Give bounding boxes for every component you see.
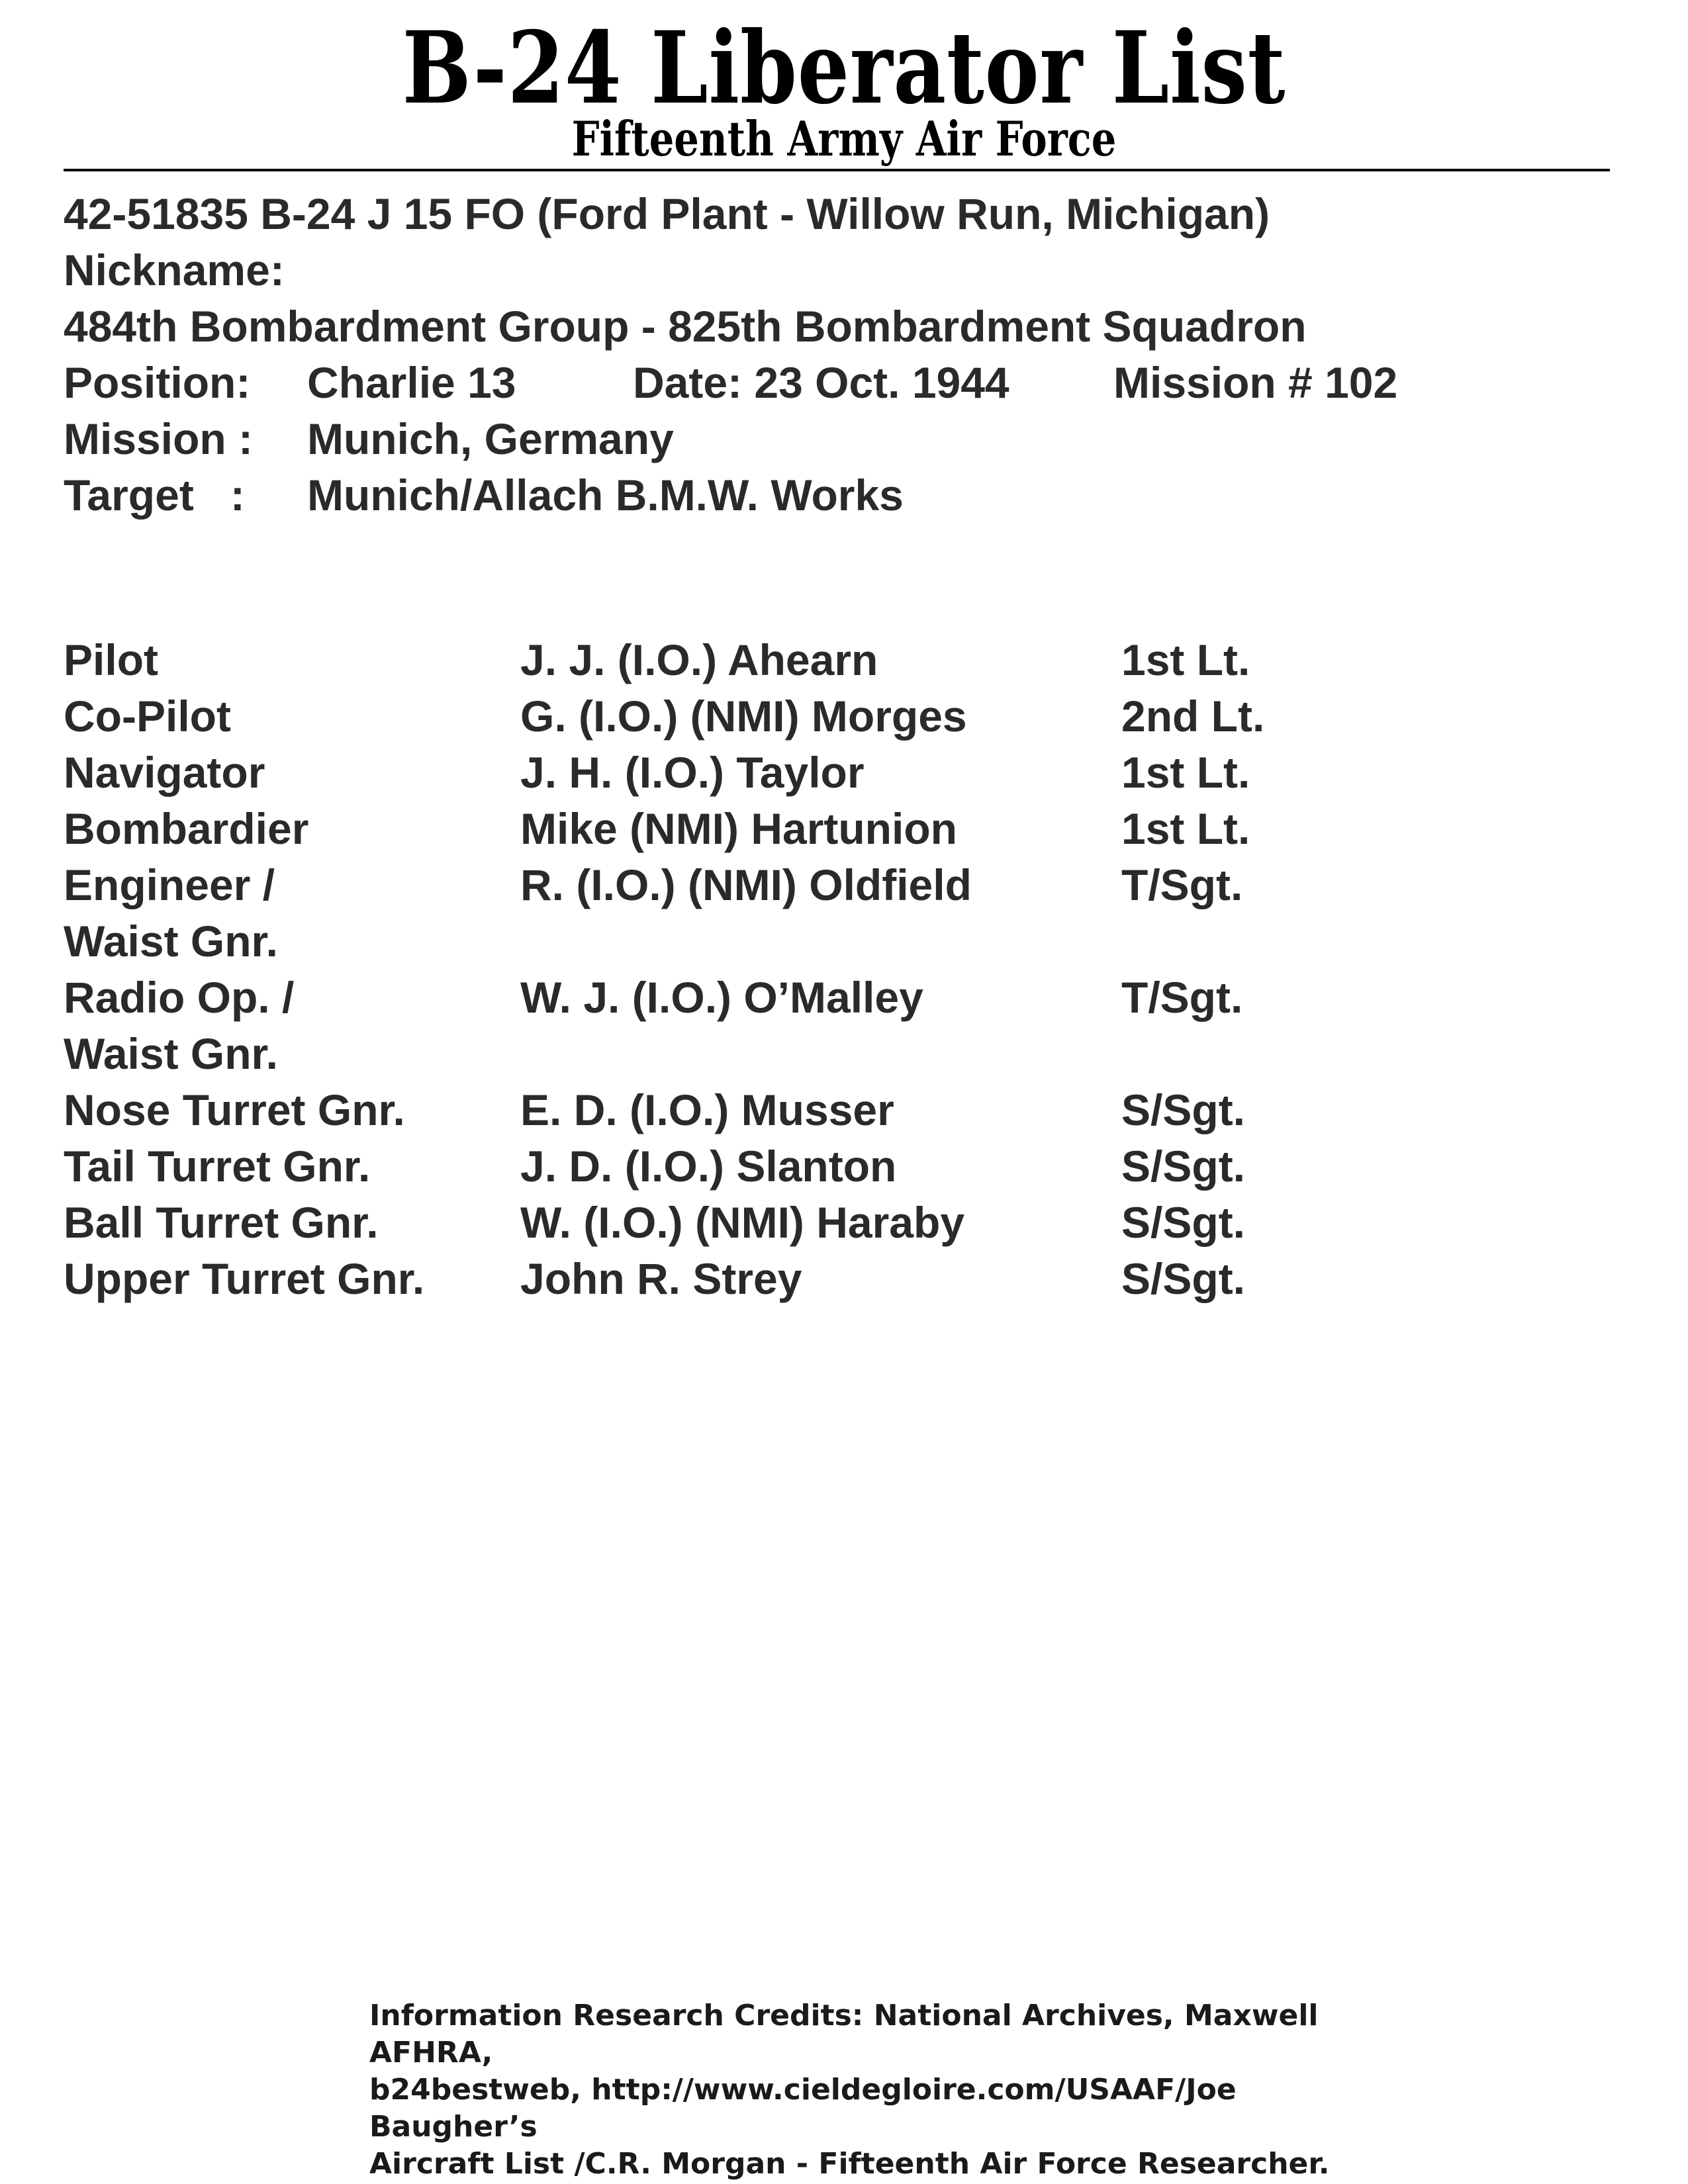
crew-rank: S/Sgt. (1121, 1085, 1246, 1134)
crew-rank: S/Sgt. (1121, 1254, 1246, 1303)
crew-name: J. J. (I.O.) Ahearn (520, 635, 878, 684)
crew-role: Bombardier (64, 804, 309, 853)
crew-role-line2: Waist Gnr. (64, 1029, 278, 1078)
crew-rank: 1st Lt. (1121, 748, 1250, 797)
crew-rank: S/Sgt. (1121, 1142, 1246, 1191)
unit-text: 484th Bombardment Group - 825th Bombardment Squadron (64, 302, 1307, 351)
crew-rank: 1st Lt. (1121, 804, 1250, 853)
mission-date: Date: 23 Oct. 1944 (633, 358, 1009, 407)
crew-name: J. H. (I.O.) Taylor (520, 748, 865, 797)
credits-line: Aircraft List /C.R. Morgan - Fifteenth Air Force Researcher. (369, 2147, 1330, 2181)
crew-role: Radio Op. / (64, 973, 295, 1022)
crew-role: Engineer / (64, 860, 275, 909)
crew-name: E. D. (I.O.) Musser (520, 1085, 894, 1134)
crew-row (64, 801, 1586, 857)
target-value: Munich/Allach B.M.W. Works (307, 471, 904, 520)
page-subtitle: Fifteenth Army Air Force (571, 111, 1117, 167)
crew-row (64, 970, 1586, 1026)
crew-rank: 1st Lt. (1121, 635, 1250, 684)
target-label: Target : (64, 471, 245, 520)
credits-line: b24bestweb, http://www.cieldegloire.com/USAAF/Joe Baugher’s (369, 2073, 1237, 2144)
crew-role: Ball Turret Gnr. (64, 1198, 379, 1247)
crew-name: Mike (NMI) Hartunion (520, 804, 957, 853)
position-label: Position: (64, 358, 251, 407)
crew-role: Co-Pilot (64, 692, 231, 741)
nickname-label: Nickname: (64, 246, 285, 295)
crew-rank: T/Sgt. (1121, 860, 1243, 909)
crew-row (64, 1251, 1586, 1307)
crew-name: R. (I.O.) (NMI) Oldfield (520, 860, 972, 909)
mission-value: Munich, Germany (307, 414, 674, 463)
crew-name: J. D. (I.O.) Slanton (520, 1142, 897, 1191)
crew-row (64, 1138, 1586, 1195)
crew-row-continuation (64, 1026, 1586, 1082)
crew-row-continuation (64, 913, 1586, 970)
mission-label: Mission : (64, 414, 254, 463)
serial-text: 42-51835 B-24 J 15 FO (Ford Plant - Willow Run, Michigan) (64, 189, 1270, 238)
crew-row (64, 632, 1586, 688)
crew-row (64, 688, 1586, 745)
crew-role: Tail Turret Gnr. (64, 1142, 371, 1191)
crew-row (64, 1082, 1586, 1138)
position-value: Charlie 13 (307, 358, 516, 407)
crew-rank: S/Sgt. (1121, 1198, 1246, 1247)
header-divider (64, 169, 1610, 171)
crew-row (64, 1195, 1586, 1251)
crew-row (64, 745, 1586, 801)
crew-role-line2: Waist Gnr. (64, 917, 278, 966)
mission-number: Mission # 102 (1113, 358, 1398, 407)
crew-name: John R. Strey (520, 1254, 802, 1303)
crew-name: G. (I.O.) (NMI) Morges (520, 692, 967, 741)
crew-rank: 2nd Lt. (1121, 692, 1265, 741)
credits-line: Information Research Credits: National Archives, Maxwell AFHRA, (369, 1999, 1319, 2070)
crew-rank: T/Sgt. (1121, 973, 1243, 1022)
crew-role: Pilot (64, 635, 158, 684)
crew-role: Navigator (64, 748, 265, 797)
crew-list (64, 632, 1586, 1307)
crew-role: Upper Turret Gnr. (64, 1254, 425, 1303)
crew-name: W. (I.O.) (NMI) Haraby (520, 1198, 965, 1247)
page-title: B-24 Liberator List (402, 10, 1286, 126)
crew-row (64, 857, 1586, 913)
crew-role: Nose Turret Gnr. (64, 1085, 405, 1134)
research-credits (369, 1997, 1362, 2183)
crew-name: W. J. (I.O.) O’Malley (520, 973, 923, 1022)
